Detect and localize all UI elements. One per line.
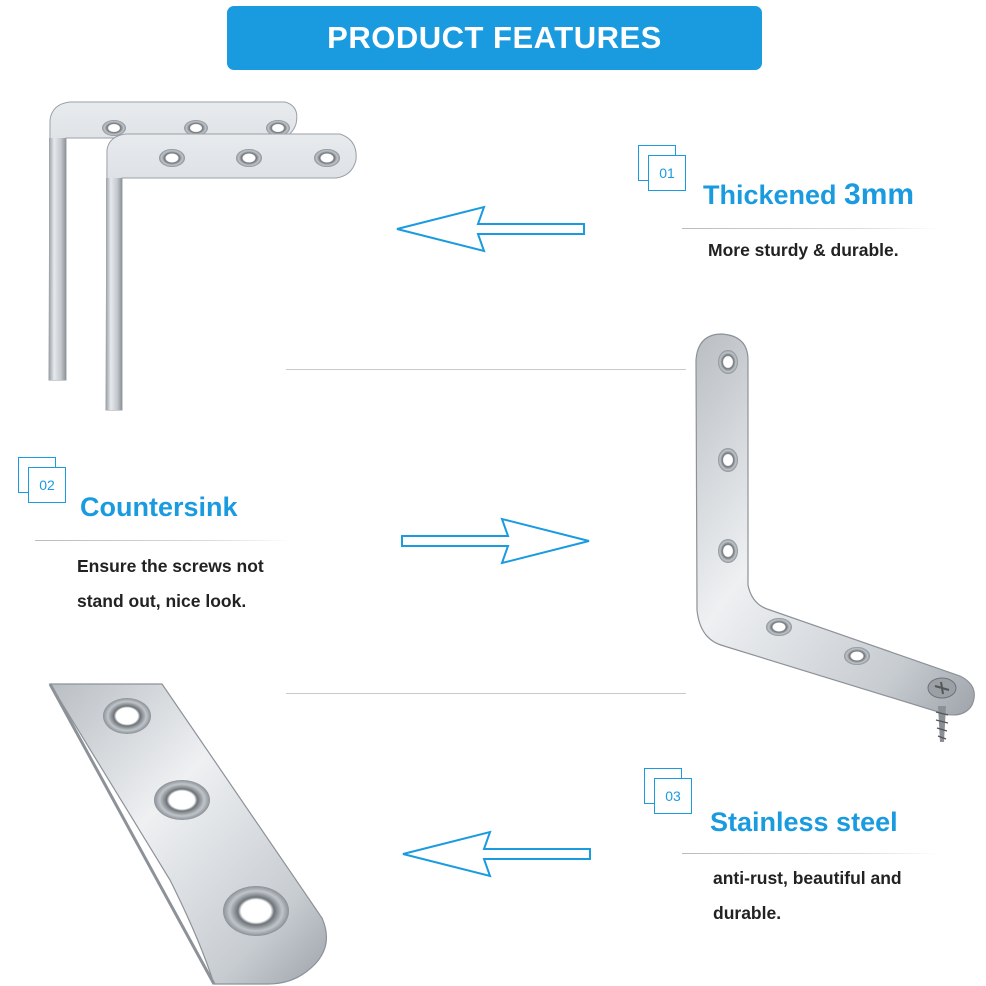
feature-title xyxy=(703,178,914,212)
feature-title-text: Stainless steel xyxy=(710,807,898,837)
number-badge-icon xyxy=(18,457,66,503)
bracket-pair-image xyxy=(49,102,356,410)
feature-description-line: More sturdy & durable. xyxy=(708,240,899,260)
page-title: PRODUCT FEATURES xyxy=(327,20,662,55)
bracket-with-screw-image xyxy=(696,334,974,742)
feature-title xyxy=(80,492,238,523)
arrow-right-icon xyxy=(402,519,589,563)
bracket-closeup-image xyxy=(50,684,326,984)
number-badge-icon xyxy=(644,768,692,814)
feature-title-value: 3mm xyxy=(844,178,915,211)
feature-title-text: Thickened xyxy=(703,180,845,210)
arrow-left-icon xyxy=(397,207,584,251)
feature-title-text: Countersink xyxy=(80,492,238,522)
arrow-left-icon xyxy=(403,832,590,876)
feature-description-line: Ensure the screws not xyxy=(77,556,264,576)
feature-divider xyxy=(35,540,293,541)
feature-description-line: durable. xyxy=(713,903,782,923)
feature-title xyxy=(710,807,898,838)
feature-description xyxy=(708,233,899,268)
feature-number: 01 xyxy=(648,155,686,191)
section-divider xyxy=(286,369,686,370)
feature-number: 02 xyxy=(28,467,66,503)
section-divider xyxy=(286,693,686,694)
number-badge-icon xyxy=(638,145,686,191)
feature-number: 03 xyxy=(654,778,692,814)
feature-description-line: stand out, nice look. xyxy=(77,591,247,611)
feature-description-line: anti-rust, beautiful and xyxy=(713,868,902,888)
feature-description xyxy=(77,549,264,619)
feature-divider xyxy=(682,228,940,229)
feature-description xyxy=(713,861,902,931)
feature-divider xyxy=(682,853,940,854)
header-banner xyxy=(227,6,762,70)
